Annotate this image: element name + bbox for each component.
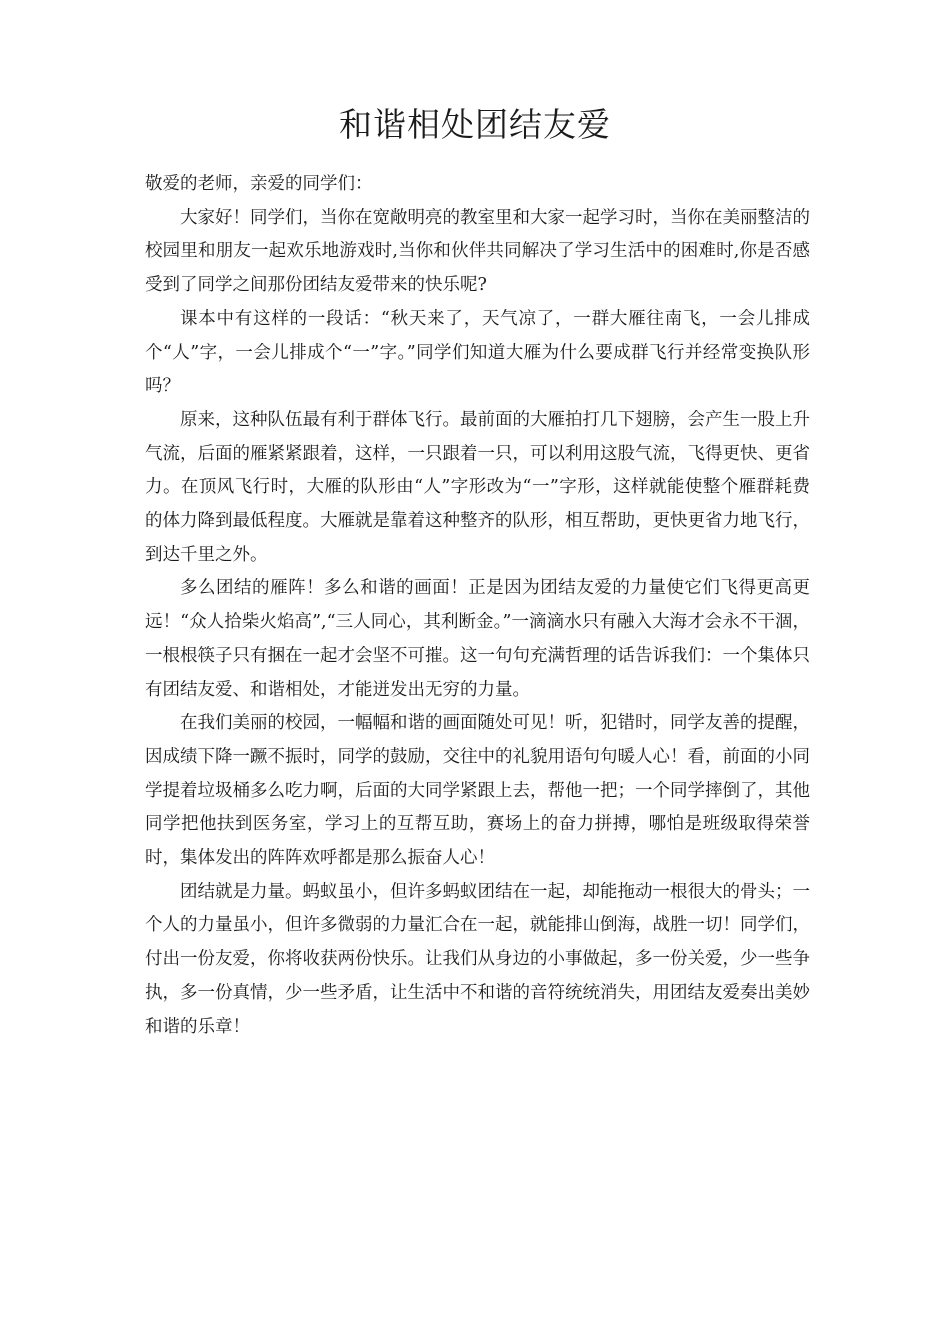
salutation: 敬爱的老师，亲爱的同学们： [145,174,373,194]
document-body [145,168,810,1044]
paragraph: 多么团结的雁阵！多么和谐的画面！正是因为团结友爱的力量使它们飞得更高更远！“众人拾柴火焰高”,“三人同心，其利断金。”一滴滴水只有融入大海才会永不干涸，一根根筷子只有捆在一起才会坚不可摧。这一句句充满哲理的话告诉我们：一个集体只有团结友爱、和谐相处，才能迸发出无穷的力量。 [145,578,810,700]
document-title: 和谐相处团结友爱 [339,105,611,144]
paragraph: 在我们美丽的校园，一幅幅和谐的画面随处可见！听，犯错时，同学友善的提醒，因成绩下降一蹶不振时，同学的鼓励，交往中的礼貌用语句句暖人心！看，前面的小同学提着垃圾桶多么吃力啊，后面的大同学紧跟上去，帮他一把；一个同学摔倒了，其他同学把他扶到医务室，学习上的互帮互助，赛场上的奋力拼搏，哪怕是班级取得荣誉时，集体发出的阵阵欢呼都是那么振奋人心！ [145,713,810,869]
paragraph: 团结就是力量。蚂蚁虽小，但许多蚂蚁团结在一起，却能拖动一根很大的骨头；一个人的力量虽小，但许多微弱的力量汇合在一起，就能排山倒海，战胜一切！同学们，付出一份友爱，你将收获两份快乐。让我们从身边的小事做起，多一份关爱，少一些争执，多一份真情，少一些矛盾，让生活中不和谐的音符统统消失，用团结友爱奏出美妙和谐的乐章！ [145,881,810,1037]
paragraph: 原来，这种队伍最有利于群体飞行。最前面的大雁拍打几下翅膀，会产生一股上升气流，后面的雁紧紧跟着，这样，一只跟着一只，可以利用这股气流，飞得更快、更省力。在顶风飞行时，大雁的队形由“人”字形改为“一”字形，这样就能使整个雁群耗费的体力降到最低程度。大雁就是靠着这种整齐的队形，相互帮助，更快更省力地飞行，到达千里之外。 [145,409,810,565]
paragraph: 大家好！同学们，当你在宽敞明亮的教室里和大家一起学习时，当你在美丽整洁的校园里和朋友一起欢乐地游戏时,当你和伙伴共同解决了学习生活中的困难时,你是否感受到了同学之间那份团结友爱带来的快乐呢? [145,207,810,296]
paragraph: 课本中有这样的一段话：“秋天来了，天气凉了，一群大雁往南飞，一会儿排成个“人”字，一会儿排成个“一”字。”同学们知道大雁为什么要成群飞行并经常变换队形吗？ [145,308,810,397]
